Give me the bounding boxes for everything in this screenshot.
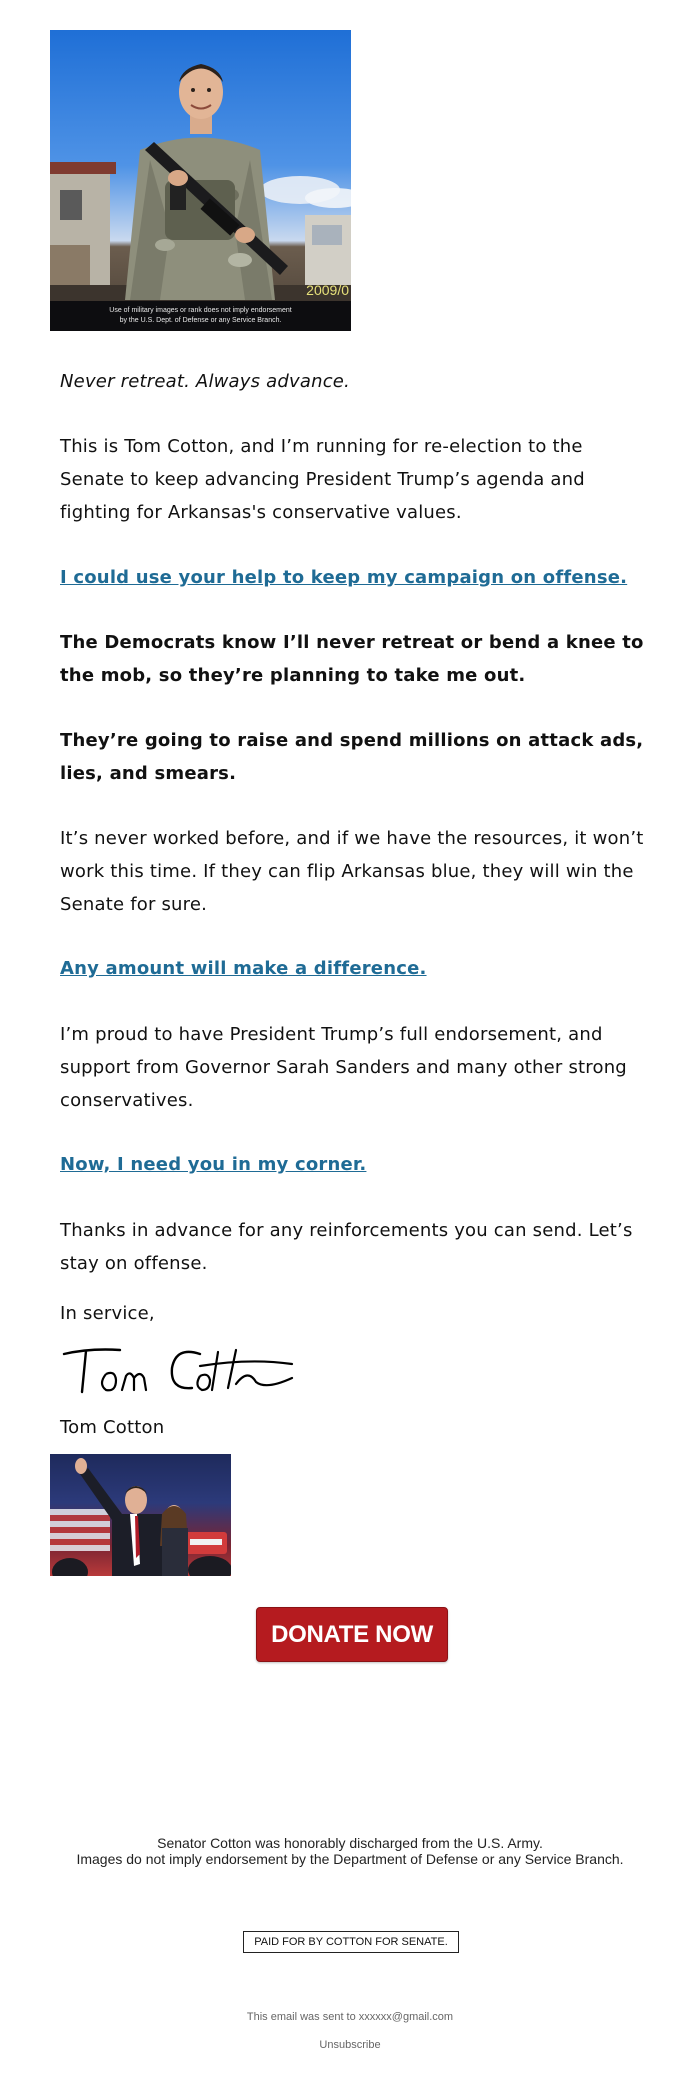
link-paragraph-2 xyxy=(60,952,650,985)
signer-name: Tom Cotton xyxy=(60,1417,165,1438)
donate-now-button[interactable]: DONATE NOW xyxy=(256,1607,448,1662)
link-paragraph-1 xyxy=(60,561,650,594)
photo-date-stamp: 2009/0 xyxy=(306,282,349,298)
photo-caption xyxy=(50,301,351,331)
unsubscribe-row xyxy=(0,2039,700,2051)
photo-caption-line1: Use of military images or rank does not imply endorsement xyxy=(109,307,292,314)
unsubscribe-link[interactable]: Unsubscribe xyxy=(319,2039,381,2051)
any-amount-link[interactable]: Any amount will make a difference. xyxy=(60,958,427,979)
paragraph-reelection: This is Tom Cotton, and I’m running for re-election to the Senate to keep advancing President Trump’s agenda and fighting for Arkansas's conservative values. xyxy=(60,436,585,523)
paragraph-democrats: The Democrats know I’ll never retreat or bend a knee to the mob, so they’re planning to take me out. xyxy=(60,632,644,686)
hero-photo xyxy=(50,30,351,331)
paragraph-resources: It’s never worked before, and if we have the resources, it won’t work this time. If they can flip Arkansas blue, they will win the Senate for sure. xyxy=(60,828,644,915)
paid-for-box: PAID FOR BY COTTON FOR SENATE. xyxy=(243,1931,459,1953)
in-my-corner-link[interactable]: Now, I need you in my corner. xyxy=(60,1154,367,1175)
military-disclaimer xyxy=(60,1835,640,1867)
disclaimer-line2: Images do not imply endorsement by the Department of Defense or any Service Branch. xyxy=(76,1851,624,1867)
closing-text: In service, xyxy=(60,1303,155,1324)
paragraph-thanks: Thanks in advance for any reinforcements you can send. Let’s stay on offense. xyxy=(60,1220,633,1274)
link-paragraph-3 xyxy=(60,1148,650,1181)
paragraph-attack-ads: They’re going to raise and spend millions on attack ads, lies, and smears. xyxy=(60,730,644,784)
paragraph-endorsement: I’m proud to have President Trump’s full endorsement, and support from Governor Sarah Sanders and many other strong conservatives. xyxy=(60,1024,627,1111)
rally-photo xyxy=(50,1454,231,1576)
handwritten-signature xyxy=(60,1338,300,1404)
disclaimer-line1: Senator Cotton was honorably discharged from the U.S. Army. xyxy=(157,1835,543,1851)
sent-to-notice: This email was sent to xxxxxx@gmail.com xyxy=(246,2011,454,2023)
intro-tagline: Never retreat. Always advance. xyxy=(60,371,350,392)
campaign-offense-link[interactable]: I could use your help to keep my campaign on offense. xyxy=(60,567,628,588)
photo-caption-line2: by the U.S. Dept. of Defense or any Service Branch. xyxy=(119,317,282,324)
